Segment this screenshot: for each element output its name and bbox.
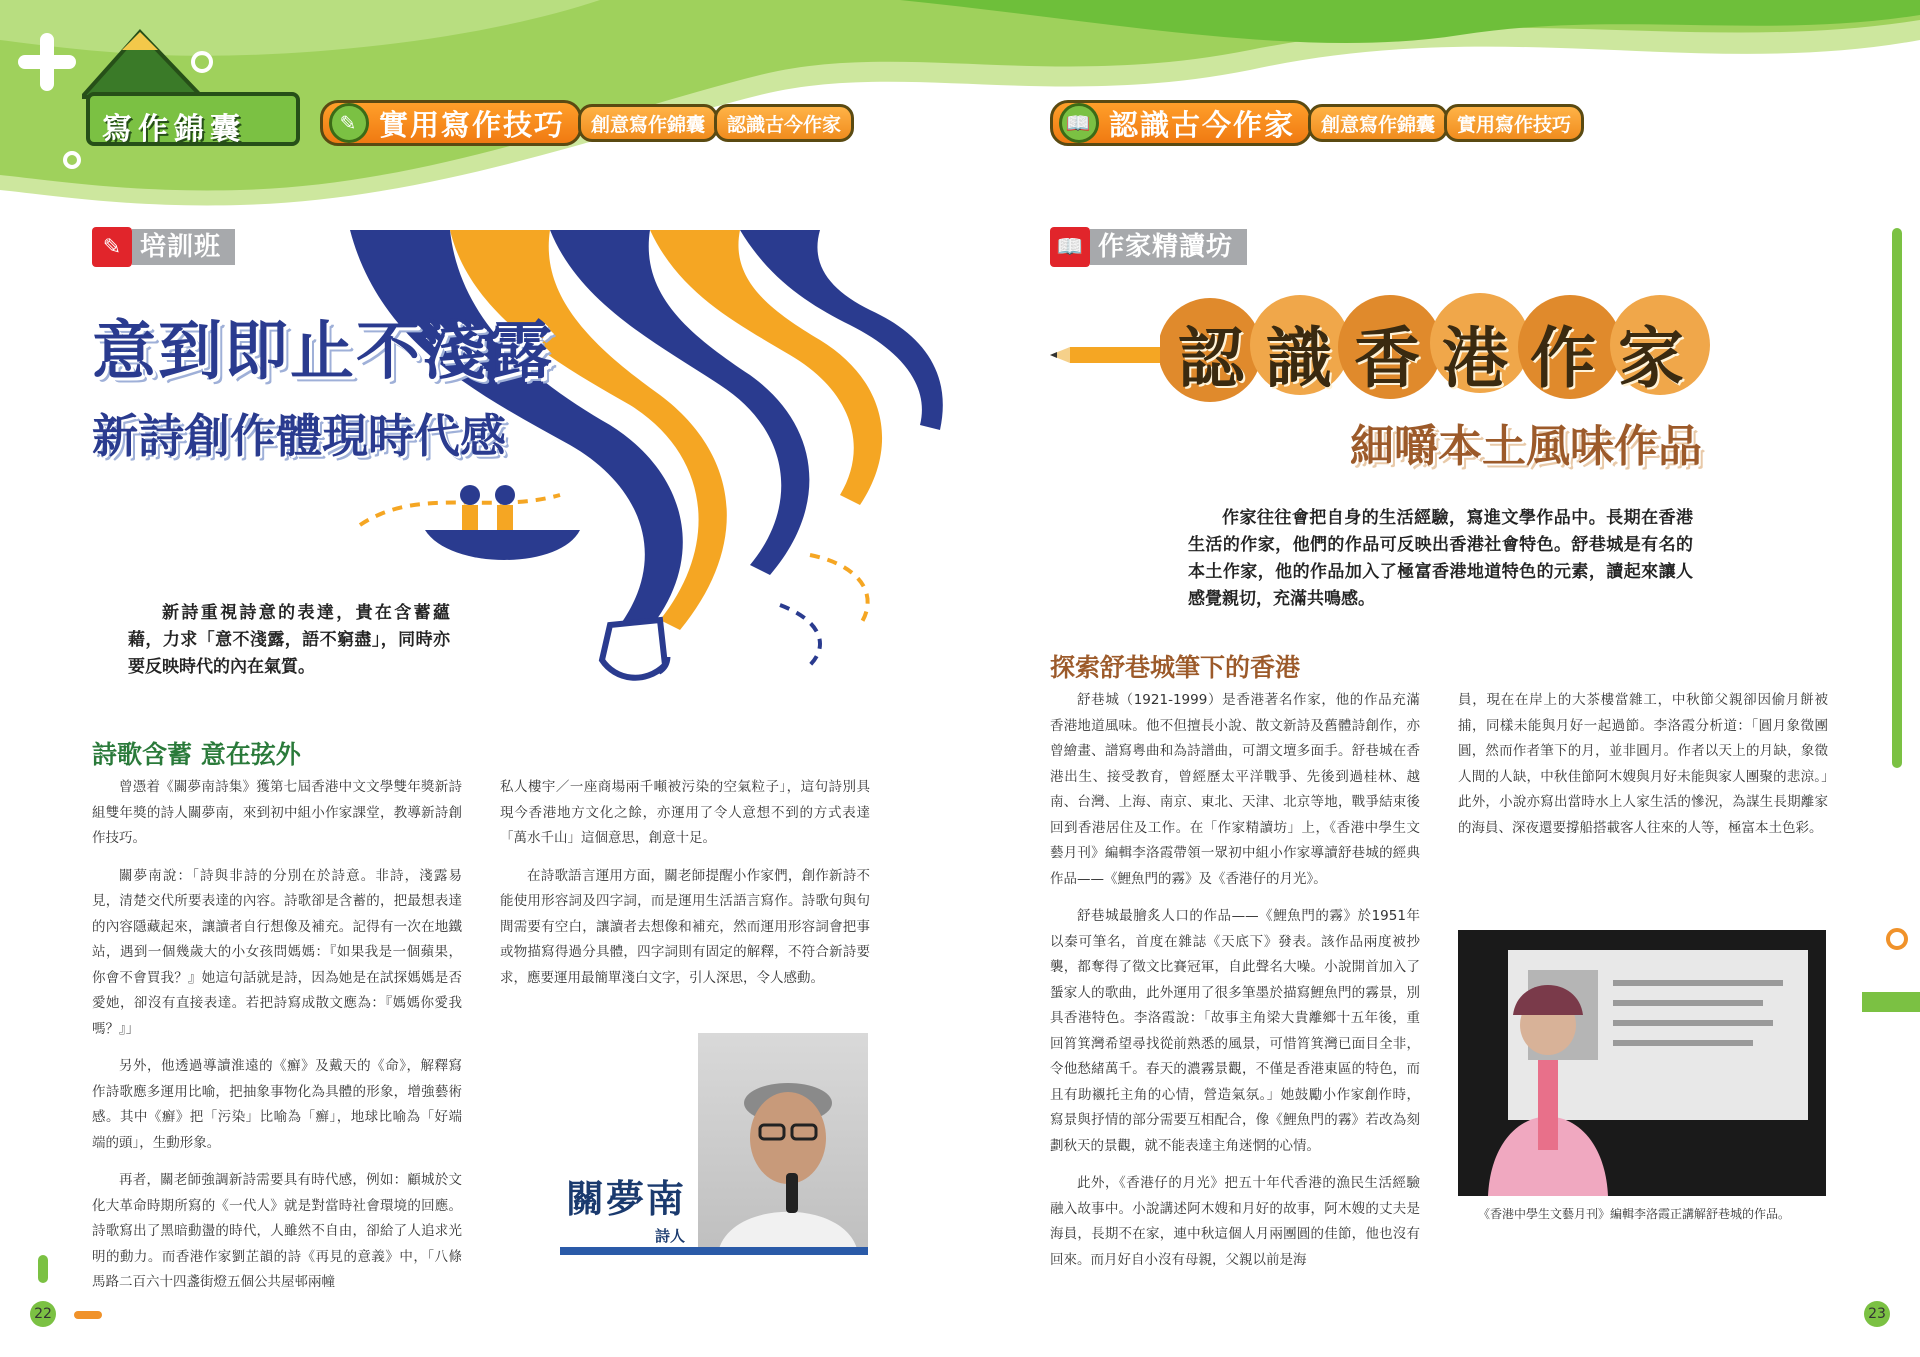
page-number-left: 22 xyxy=(30,1301,56,1327)
paragraph: 關夢南說：「詩與非詩的分別在於詩意。非詩，淺露易見，清楚交代所要表達的內容。詩歌卻是含蓄的，把最想表達的內容隱藏起來，讓讀者自行想像及補充。記得有一次在地鐵站，遇到一個幾歲大的小女孩問媽媽：『如果我是一個蘋果，你會不會買我？』她這句話就是詩，因為她是在試探媽媽是否愛她，卻沒有直接表達。若把詩寫成散文應為：『媽媽你愛我嗎？』」 xyxy=(92,867,462,1037)
tab-creative-writing-right[interactable]: 創意寫作錦囊 xyxy=(1308,104,1448,142)
book-icon: 📖 xyxy=(1059,103,1099,143)
right-intro: 作家往往會把自身的生活經驗，寫進文學作品中。長期在香港生活的作家，他們的作品可反映出香港社會特色。舒巷城是有名的本土作家，他的作品加入了極富香港地道特色的元素，讀起來讓人感覺親切，充滿共鳴感。 xyxy=(1188,508,1693,609)
paragraph: 另外，他透過導讀淮遠的《癬》及戴天的《命》，解釋寫作詩歌應多運用比喻，把抽象事物化為具體的形象，增強藝術感。其中《癬》把「污染」比喻為「癬」，地球比喻為「好端端的頭」，生動形象。 xyxy=(92,1058,462,1151)
paragraph: 舒巷城最膾炙人口的作品——《鯉魚門的霧》於1951年以秦可筆名，首度在雜誌《天底下》發表。該作品兩度被抄襲，都奪得了徵文比賽冠軍，自此聲名大噪。小說開首加入了蜑家人的歌曲，此外運用了很多筆墨於描寫鯉魚門的霧景，別具香港特色。李洛霞說：「故事主角梁大貴離鄉十五年後，重回筲箕灣希望尋找從前熟悉的風景，可惜筲箕灣已面目全非，令他愁緒萬千。春天的濃霧景觀，不僅是香港東區的特色，而且有助襯托主角的心情，營造氣氛。」她鼓勵小作家創作時，寫景與抒情的部分需要互相配合，像《鯉魚門的霧》若改為刻劃秋天的景觀，就不能表達主角迷惘的心情。 xyxy=(1050,908,1420,1154)
portrait-photo xyxy=(698,1033,868,1253)
tab-know-authors[interactable]: 認識古今作家 xyxy=(714,104,854,142)
paragraph: 員，現在在岸上的大茶樓當雜工，中秋節父親卻因偷月餅被捕，同樣未能與月好一起過節。李洛霞分析道：「圓月象徵團圓，然而作者筆下的月，並非圓月。作者以天上的月缺，象徵人間的人缺，中秋佳節阿木嫂與月好未能與家人團聚的悲涼。」此外，小說亦寫出當時水上人家生活的慘況，為謀生長期離家的海員、深夜還要撐船搭載客人往來的人等，極富本土色彩。 xyxy=(1458,692,1828,836)
tab-practical-writing[interactable]: ✎ 實用寫作技巧 xyxy=(320,100,582,146)
page-number-right: 23 xyxy=(1864,1301,1890,1327)
logo xyxy=(82,22,302,152)
paragraph: 曾憑着《關夢南詩集》獲第七屆香港中文文學雙年獎新詩組雙年獎的詩人關夢南，來到初中組小作家課堂，教導新詩創作技巧。 xyxy=(92,779,462,846)
pencil-icon: ✎ xyxy=(92,227,132,267)
left-title-line2: 新詩創作體現時代感 xyxy=(92,409,506,463)
left-footer-dash xyxy=(74,1311,102,1319)
section-tag-training: ✎ 培訓班 xyxy=(92,228,235,266)
left-intro: 新詩重視詩意的表達，貴在含蓄蘊藉，力求「意不淺露，語不窮盡」，同時亦要反映時代的內在氣質。 xyxy=(128,603,450,677)
right-column-1 xyxy=(1050,688,1420,1285)
left-title-line1: 意到即止不淺露 xyxy=(92,315,554,389)
pen-icon: ✎ xyxy=(329,103,369,143)
svg-text:,: , xyxy=(655,600,678,682)
paragraph: 私人樓宇／一座商場兩千噸被污染的空氣粒子」，這句詩別具現今香港地方文化之餘，亦運用了令人意想不到的方式表達「萬水千山」這個意思，創意十足。 xyxy=(500,779,870,846)
right-edge-bar xyxy=(1892,228,1902,768)
person-portrait-icon xyxy=(698,1033,868,1253)
right-header-tabs xyxy=(1050,100,1584,146)
left-footer-bar xyxy=(38,1255,48,1283)
tab-creative-writing[interactable]: 創意寫作錦囊 xyxy=(578,104,718,142)
logo-text: 寫作錦囊 xyxy=(102,112,246,147)
right-edge-ring xyxy=(1886,928,1908,950)
left-subhead: 詩歌含蓄 意在弦外 xyxy=(92,740,301,769)
right-edge-tab xyxy=(1862,992,1920,1012)
left-column-1 xyxy=(92,775,462,1308)
left-column-2 xyxy=(500,775,870,1003)
portrait-name: 關夢南 xyxy=(566,1176,687,1221)
photo-caption: 《香港中學生文藝月刊》編輯李洛霞正講解舒巷城的作品。 xyxy=(1478,1207,1791,1221)
left-title xyxy=(92,300,554,466)
paragraph: 再者，關老師強調新詩需要具有時代感，例如：顧城於文化大革命時期所寫的《一代人》就是對當時社會環境的回應。詩歌寫出了黑暗動盪的時代，人雖然不自由，卻給了人追求光明的動力。而香港作家劉芷韻的詩《再見的意義》中，「八條馬路二百六十四盞街燈五個公共屋邨兩幢 xyxy=(92,1172,462,1290)
right-column-2 xyxy=(1458,688,1828,853)
paragraph: 在詩歌語言運用方面，關老師提醒小作家們，創作新詩不能使用形容詞及四字詞，而是運用生活語言寫作。詩歌句與句間需要有空白，讓讀者去想像和補充，然而運用形容詞會把事或物描寫得過分具體，四字詞則有固定的解釋，不符合新詩要求，應要運用最簡單淺白文字，引人深思，令人感動。 xyxy=(500,867,870,986)
speaker-photo-icon xyxy=(1458,930,1826,1196)
portrait-role: 詩人 xyxy=(655,1227,686,1245)
section-tag-author-reading: 📖 作家精讀坊 xyxy=(1050,228,1247,266)
tab-know-authors-active[interactable]: 📖 認識古今作家 xyxy=(1050,100,1312,146)
portrait-underline xyxy=(560,1247,868,1255)
left-header-tabs xyxy=(320,100,854,146)
tab-practical-writing-right[interactable]: 實用寫作技巧 xyxy=(1444,104,1584,142)
paragraph: 此外，《香港仔的月光》把五十年代香港的漁民生活經驗融入故事中。小說講述阿木嫂和月好的故事，阿木嫂的丈夫是海員，長期不在家，連中秋這個人月兩團圓的佳節，他也沒有回來。而月好自小沒有母親，父親以前是海 xyxy=(1050,1175,1420,1268)
right-title-line2: 細嚼本土風味作品 xyxy=(1350,421,1702,472)
right-title-line1: 認識香港作家 xyxy=(1178,320,1706,397)
paragraph: 舒巷城（1921-1999）是香港著名作家，他的作品充滿香港地道風味。他不但擅長小說、散文新詩及舊體詩創作，亦曾繪畫、譜寫粵曲和為詩譜曲，可謂文壇多面手。舒巷城在香港出生、接受教育，曾經歷太平洋戰爭、先後到過桂林、越南、台灣、上海、南京、東北、天津、北京等地，戰爭結束後回到香港居住及工作。在「作家精讀坊」上，《香港中學生文藝月刊》編輯李洛霞帶領一眾初中組小作家導讀舒巷城的經典作品——《鯉魚門的霧》及《香港仔的月光》。 xyxy=(1050,692,1420,887)
right-subhead: 探索舒巷城筆下的香港 xyxy=(1050,653,1301,682)
speaker-photo xyxy=(1458,930,1826,1196)
book-icon: 📖 xyxy=(1050,227,1090,267)
